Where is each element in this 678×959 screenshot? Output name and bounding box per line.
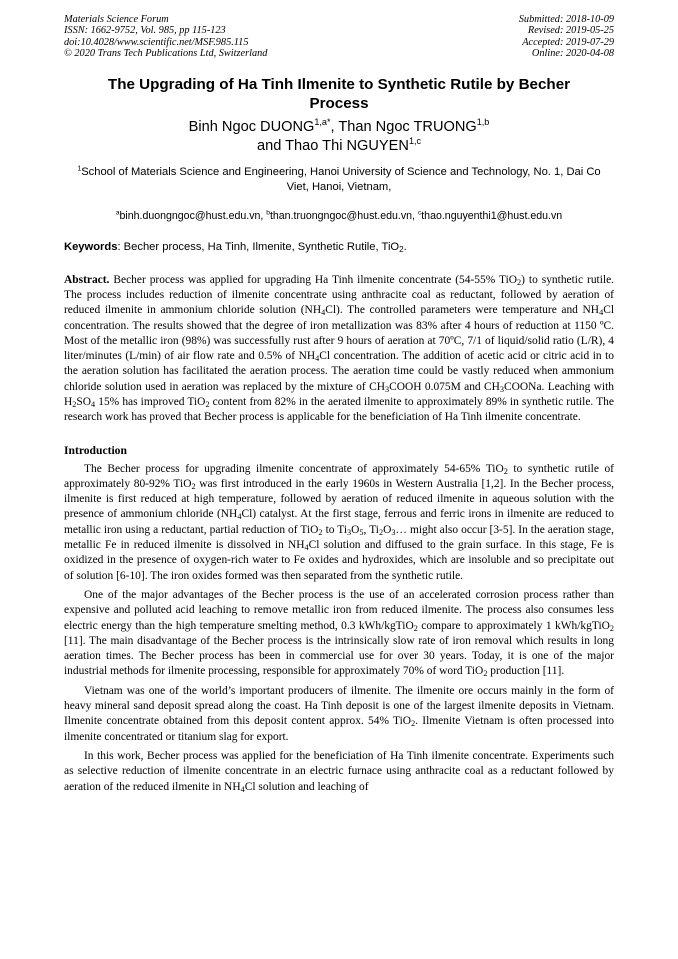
- subscript: 4: [321, 308, 326, 318]
- revised-date: Revised: 2019-05-25: [527, 25, 614, 37]
- subscript: 2: [318, 527, 323, 537]
- subscript: 2: [399, 244, 404, 254]
- author-3: Thao Thi NGUYEN: [285, 137, 409, 154]
- email-a: binh.duongngoc@hust.edu.vn,: [119, 209, 267, 222]
- abstract: [64, 273, 614, 426]
- article-dates: [519, 14, 614, 60]
- paragraph-text: … might also occur [3-5]. In the aeration stage, metallic Fe in reduced ilmenite is dissolved in NH: [64, 523, 614, 552]
- abstract-text: 15% has improved TiO: [95, 396, 206, 408]
- affiliation-text: School of Materials Science and Engineering, Hanoi University of Science and Technology, No. 1, Dai Co Viet, Hanoi, Vietnam,: [81, 165, 601, 193]
- abstract-text: ) to synthetic rutile. The process includes reduction of ilmenite concentrate using anthracite coal as reductant, followed by aeration of reduced ilmenite in ammonium chloride solution (NH: [64, 273, 615, 317]
- affiliation-number: 1: [77, 164, 82, 172]
- author-emails: [64, 209, 614, 223]
- subscript: 2: [609, 623, 615, 633]
- subscript: 2: [191, 481, 196, 491]
- email-c: thao.nguyenthi1@hust.edu.vn: [421, 209, 563, 222]
- paragraph-text: was first introduced in the early 1960s in Western Australia [1,2]. In the Becher process, ilmenite is first reduced at high temperature, followed by aeration of reduced ilmenite in aqueous solution with the presence of ammonium chloride (NH: [64, 477, 615, 521]
- abstract-label: Abstract.: [64, 273, 110, 286]
- paragraph-text: Cl solution and leaching of: [244, 780, 369, 793]
- paragraph-text: The Becher process for upgrading ilmenite concentrate of approximately 54-65% TiO: [84, 462, 504, 475]
- subscript: 4: [91, 399, 96, 409]
- email-b: than.truongngoc@hust.edu.vn,: [269, 209, 418, 222]
- journal-name: Materials Science Forum: [64, 14, 169, 25]
- abstract-text: Becher process was applied for upgrading Ha Tinh ilmenite concentrate (54-55% TiO: [109, 273, 518, 286]
- author-1-affil: 1,a*: [314, 116, 331, 127]
- copyright: © 2020 Trans Tech Publications Ltd, Switzerland: [64, 48, 268, 60]
- intro-paragraph-2: [64, 588, 614, 680]
- subscript: 4: [315, 353, 320, 363]
- intro-paragraph-1: [64, 462, 614, 584]
- subscript: 5: [359, 527, 364, 537]
- subscript: 3: [499, 384, 505, 394]
- journal-header: [64, 14, 614, 60]
- affiliation: [64, 165, 614, 195]
- subscript: 2: [378, 527, 384, 537]
- email-b-mark: b: [266, 209, 270, 217]
- intro-paragraph-3: [64, 684, 614, 745]
- author-1: Binh Ngoc DUONG: [188, 118, 315, 135]
- paragraph-text: [11]. The main disadvantage of the Becher process is the intrinsically slow rate of iron removal which results in long aeration times. The Becher process has been in commercial use for over 30 years. Today, it is one of the major industrial methods for ilmenite processing, responsible for approximately 70% of word TiO: [64, 634, 614, 678]
- keywords-text: : Becher process, Ha Tinh, Ilmenite, Synthetic Rutile, TiO: [117, 240, 400, 253]
- email-c-mark: c: [417, 209, 422, 217]
- paragraph-text: to synthetic rutile of approximately 80-92% TiO: [64, 462, 614, 490]
- abstract-text: Cl concentration. The results showed that the degree of iron metallization was 83% after 4 hours of reduction at 1150 ºC. Most of the metallic iron (98%) was successfully rust after 9 hours of aeration at 70ºC, 7/1 of liquid/solid ratio (L/R), 4 liter/minutes (L/min) of air flow rate and 0.5% of NH: [64, 304, 614, 363]
- author-list: [64, 118, 614, 156]
- subscript: 2: [517, 277, 522, 287]
- online-date: Online: 2020-04-08: [531, 48, 614, 60]
- abstract-text: Cl). The controlled parameters were temperature and NH: [325, 304, 600, 317]
- keywords: [64, 240, 614, 254]
- paragraph-text: Cl) catalyst. At the first stage, ferrous and ferric irons in ilmenite are reduced to metallic iron using a reductant, partial reduction of TiO: [64, 508, 614, 536]
- paragraph-text: Vietnam was one of the world’s important producers of ilmenite. The ilmenite ore occurs mainly in the form of heavy mineral sand deposit spread along the coast. Ha Tinh deposit is one of the largest ilmenite deposits in Vietnam. Ilmenite concentrate obtained from this deposit content approx. 54% TiO: [64, 684, 614, 728]
- author-2: Than Ngoc TRUONG: [338, 118, 477, 135]
- paragraph-text: In this work, Becher process was applied for the beneficiation of Ha Tinh ilmenite concentrate. Experiments such as selective reduction of ilmenite concentrate in an electric furnace using anthracite coal as a reductant followed by aeration of the reduced ilmenite in NH: [64, 749, 614, 793]
- subscript: 2: [205, 399, 210, 409]
- subscript: 2: [411, 719, 416, 729]
- abstract-text: Cl concentration. The addition of acetic acid or citric acid in to the aeration solution has facilitated the aeration process. The aeration time could be vastly reduced when ammonium chloride solution used in aeration was replaced by the mixture of CH: [64, 350, 615, 393]
- paragraph-text: O: [351, 523, 360, 536]
- paragraph-text: Cl solution and diffused to the grain surface. In this stage, Fe is oxidized in the presence of oxygen-rich water to Fe oxides and hydroxides, which are insoluble and so precipitate out of solution [6-10]. The iron oxides formed was then separated from the synthetic rutile.: [64, 539, 614, 582]
- accepted-date: Accepted: 2019-07-29: [522, 36, 614, 48]
- intro-paragraph-4: [64, 749, 614, 795]
- author-and: and: [256, 137, 286, 154]
- paragraph-text: , Ti: [363, 523, 379, 536]
- subscript: 4: [599, 308, 604, 318]
- paragraph-text: compare to approximately 1 kWh/kgTiO: [417, 619, 610, 632]
- subscript: 2: [413, 623, 418, 633]
- subscript: 4: [304, 542, 309, 552]
- subscript: 2: [483, 669, 488, 679]
- keywords-end: .: [403, 240, 407, 253]
- paragraph-text: to Ti: [322, 523, 348, 536]
- subscript: 3: [384, 384, 390, 394]
- subscript: 4: [240, 784, 245, 794]
- issn: ISSN: 1662-9752, Vol. 985, pp 115-123: [64, 25, 226, 37]
- subscript: 3: [347, 527, 352, 537]
- paper-title: The Upgrading of Ha Tinh Ilmenite to Synthetic Rutile by Becher Process: [107, 75, 571, 112]
- journal-info: [64, 14, 267, 60]
- paragraph-text: production [11].: [487, 665, 565, 678]
- section-heading-introduction: Introduction: [64, 443, 127, 457]
- paragraph-text: O: [383, 523, 392, 536]
- author-separator: ,: [330, 118, 339, 135]
- abstract-text: content from 82% in the aerated ilmenite to approximately 89% in synthetic rutile. The research work has proved that Becher process is applicable for the beneficiation of Ha Tinh ilmenite concentrate.: [64, 396, 614, 424]
- author-3-affil: 1,c: [408, 135, 422, 146]
- submitted-date: Submitted: 2018-10-09: [518, 14, 614, 25]
- paragraph-text: . Ilmenite Vietnam is often processed into ilmenite concentrated or titanium slag for export.: [64, 715, 614, 743]
- subscript: 2: [72, 399, 77, 409]
- abstract-text: SO: [76, 396, 92, 408]
- keywords-label: Keywords: [64, 240, 118, 253]
- doi: doi:10.4028/www.scientific.net/MSF.985.115: [64, 36, 249, 48]
- abstract-text: COONa. Leaching with H: [64, 380, 614, 408]
- author-2-affil: 1,b: [476, 116, 490, 127]
- paragraph-text: One of the major advantages of the Becher process is the use of an accelerated corrosion process rather than expensive and polluted acid leaching to remove metallic iron from reduced ilmenite. The process also consumes less electric energy than the high temperature smelting method, 0.3 kWh/kgTiO: [64, 588, 614, 632]
- subscript: 4: [237, 512, 242, 522]
- email-a-mark: a: [115, 209, 120, 217]
- subscript: 2: [503, 466, 508, 476]
- abstract-text: COOH 0.075M and CH: [389, 380, 500, 393]
- paper-page: [64, 14, 614, 795]
- subscript: 3: [391, 527, 396, 537]
